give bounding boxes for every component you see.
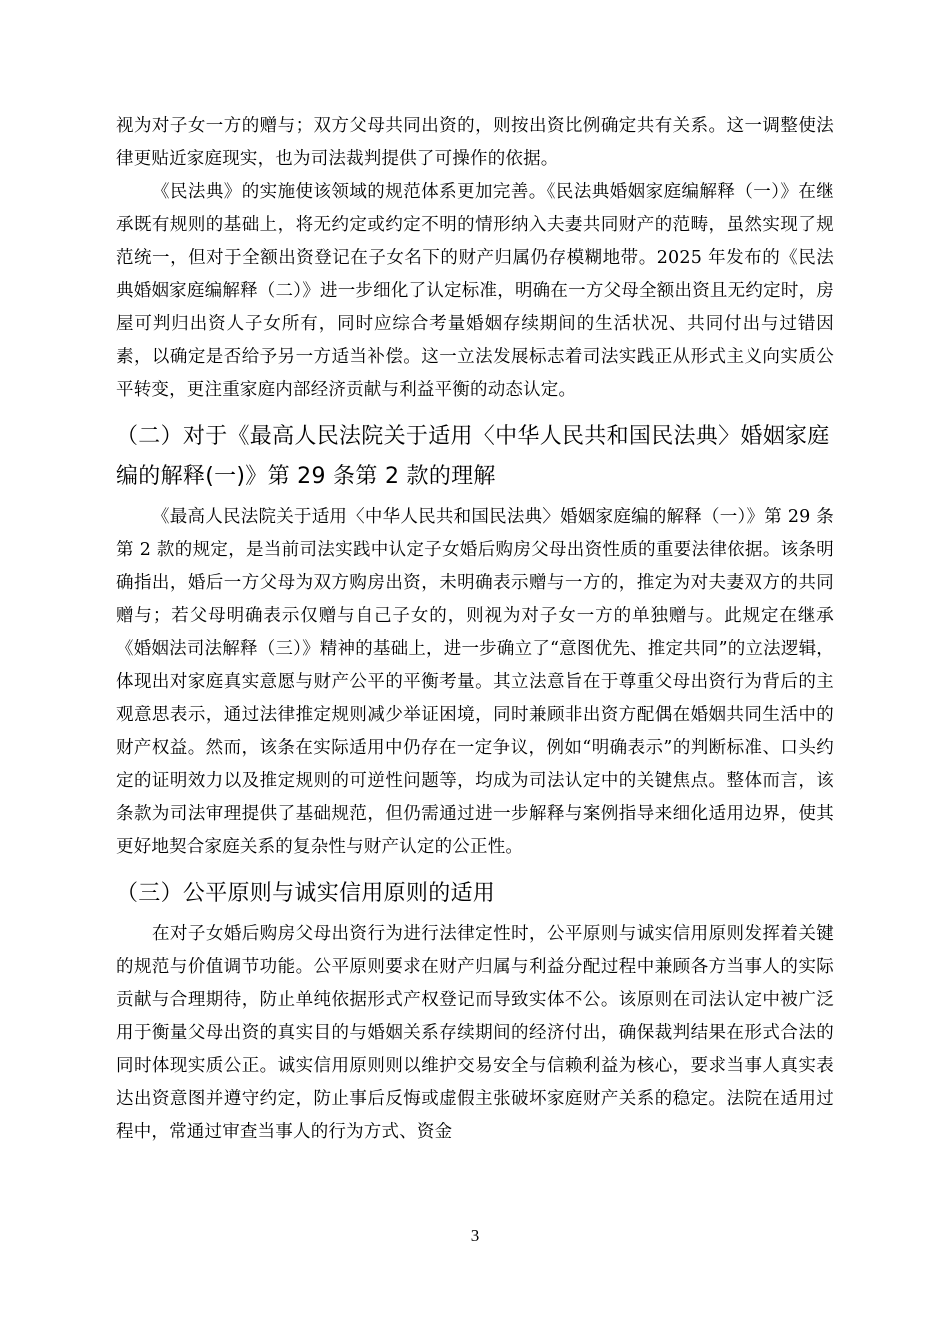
paragraph-fairness-principle: 在对子女婚后购房父母出资行为进行法律定性时，公平原则与诚实信用原则发挥着关键的规范与价值调节功能。公平原则要求在财产归属与利益分配过程中兼顾各方当事人的实际贡献与合理期待，防止单纯依据形式产权登记而导致实体不公。该原则在司法认定中被广泛用于衡量父母出资的真实目的与婚姻关系存续期间的经济付出，确保裁判结果在形式合法的同时体现实质公正。诚实信用原则则以维护交易安全与信赖利益为核心，要求当事人真实表达出资意图并遵守约定，防止事后反悔或虚假主张破坏家庭财产关系的稳定。法院在适用过程中，常通过审查当事人的行为方式、资金 (116, 924, 834, 1142)
document-body (116, 110, 834, 1149)
section-heading-3: （三）公平原则与诚实信用原则的适用 (116, 881, 496, 906)
page-number: 3 (470, 1226, 480, 1245)
section-heading-2: （二）对于《最高人民法院关于适用〈中华人民共和国民法典〉婚姻家庭编的解释(一)》第 29 条第 2 款的理解 (116, 424, 830, 489)
paragraph-article-29: 《最高人民法院关于适用〈中华人民共和国民法典〉婚姻家庭编的解释（一）》第 29 条第 2 款的规定，是当前司法实践中认定子女婚后购房父母出资性质的重要法律依据。该条明确指出，婚后一方父母为双方购房出资，未明确表示赠与一方的，推定为对夫妻双方的共同赠与；若父母明确表示仅赠与自己子女的，则视为对子女一方的单独赠与。此规定在继承《婚姻法司法解释（三）》精神的基础上，进一步确立了“意图优先、推定共同”的立法逻辑，体现出对家庭真实意愿与财产公平的平衡考量。其立法意旨在于尊重父母出资行为背后的主观意思表示，通过法律推定规则减少举证困境，同时兼顾非出资方配偶在婚姻共同生活中的财产权益。然而，该条在实际适用中仍存在一定争议，例如“明确表示”的判断标准、口头约定的证明效力以及推定规则的可逆性问题等，均成为司法认定中的关键焦点。整体而言，该条款为司法审理提供了基础规范，但仍需通过进一步解释与案例指导来细化适用边界，使其更好地契合家庭关系的复杂性与财产认定的公正性。 (116, 507, 834, 857)
paragraph-continued: 视为对子女一方的赠与；双方父母共同出资的，则按出资比例确定共有关系。这一调整使法律更贴近家庭现实，也为司法裁判提供了可操作的依据。 (116, 116, 834, 169)
paragraph-civil-code: 《民法典》的实施使该领域的规范体系更加完善。《民法典婚姻家庭编解释（一）》在继承既有规则的基础上，将无约定或约定不明的情形纳入夫妻共同财产的范畴，虽然实现了规范统一，但对于全额出资登记在子女名下的财产归属仍存模糊地带。2025 年发布的《民法典婚姻家庭编解释（二）》进一步细化了认定标准，明确在一方父母全额出资且无约定时，房屋可判归出资人子女所有，同时应综合考量婚姻存续期间的生活状况、共同付出与过错因素，以确定是否给予另一方适当补偿。这一立法发展标志着司法实践正从形式主义向实质公平转变，更注重家庭内部经济贡献与利益平衡的动态认定。 (116, 182, 834, 400)
